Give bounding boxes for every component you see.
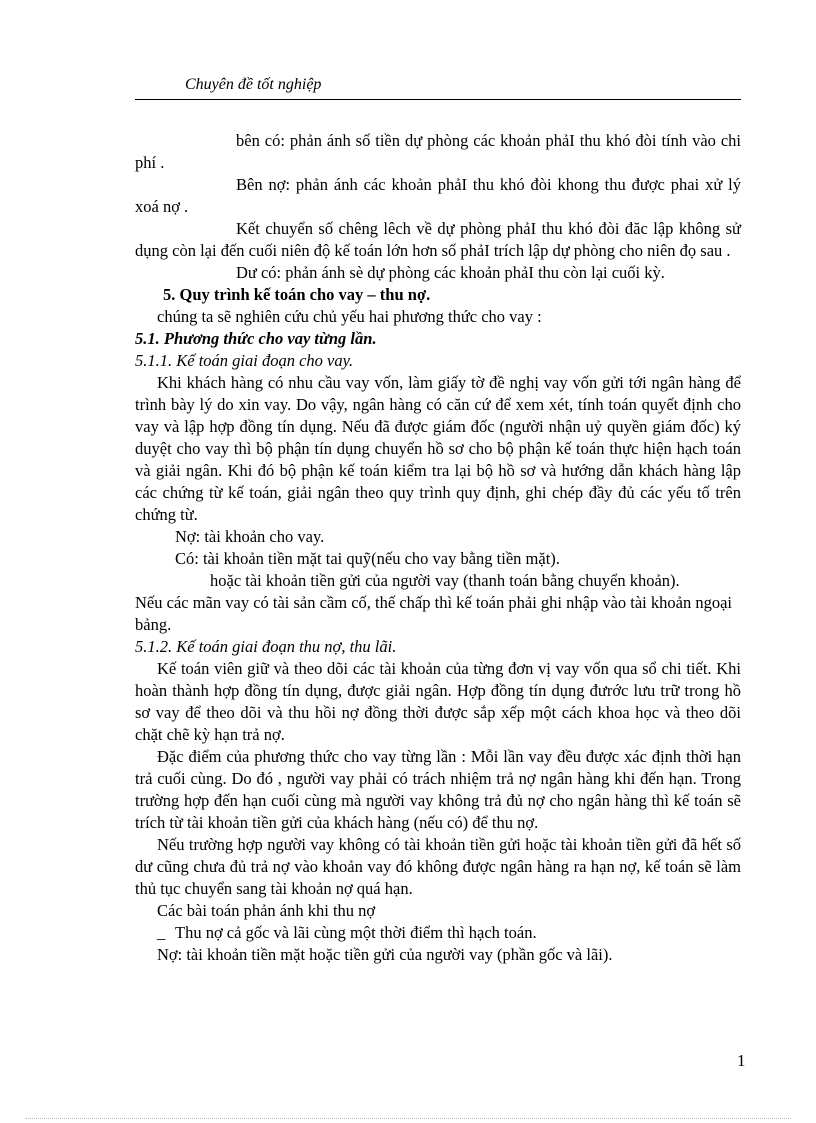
heading-5-1: 5.1. Phương thức cho vay từng lần. [135,329,377,348]
para-cac-bai-toan: Các bài toán phản ánh khi thu nợ [157,901,376,920]
heading-5-1-1: 5.1.1. Kế toán giai đoạn cho vay. [135,351,354,370]
para-co-tk-tien-mat: Có: tài khoản tiền mặt tai quỹ(nếu cho vay bằng tiền mặt). [175,549,560,568]
para-no-tk-cho-vay: Nợ: tài khoản cho vay. [175,527,325,546]
para-truong-hop: Nếu trường hợp người vay không có tài khoản tiền gửi hoặc tài khoản tiền gửi đã hết số dư cũng chưa đủ trả nợ vào khoản vay đó không được ngân hàng ra hạn nợ, kế toán sẽ làm thủ tục chuyển sang tài khoản nợ quá hạn. [135,835,741,898]
para-ben-no: Bên nợ: phản ánh các khoản phảI thu khó đòi khong thu được phai xử lý xoá nợ . [135,175,741,216]
para-hoac-tk-tien-gui: hoặc tài khoản tiền gửi của người vay (thanh toán bằng chuyển khoản). [210,571,680,590]
bullet-text: Thu nợ cả gốc và lãi cùng một thời điểm thì hạch toán. [175,923,537,942]
heading-5-1-2: 5.1.2. Kế toán giai đoạn thu nợ, thu lãi. [135,637,397,656]
para-ket-chuyen: Kết chuyển số chêng lêch về dự phòng phảI thu khó đòi đăc lập không sử dụng còn lại đến cuối niên độ kế toán lớn hơn số phảI trích lập dự phòng cho niên đọ sau . [135,219,741,260]
para-ke-toan-vien: Kế toán viên giữ và theo dõi các tài khoản của từng đơn vị vay vốn qua sổ chi tiết. Khi hoàn thành hợp đồng tín dụng, được giải ngân. Hợp đồng tín dụng đưrớc lưu trữ trong hồ sơ vay để theo dõi và thu hồi nợ đồng thời được sắp xếp một cách khoa học và theo dõi chặt chẽ kỳ hạn trả nợ. [135,659,741,744]
para-cho-vay: Khi khách hàng có nhu cầu vay vốn, làm giấy tờ đề nghị vay vốn gửi tới ngân hàng để trình bày lý do xin vay. Do vậy, ngân hàng có căn cứ để xem xét, tính toán quyết định cho vay và lập hợp đồng tín dụng. Nếu đã được giám đốc (người nhận uỷ quyền giám đốc) ký duyệt cho vay thì bộ phận tín dụng chuyển hồ sơ cho bộ phận kế toán thực hiện hạch toán và giải ngân. Khi đó bộ phận kế toán kiểm tra lại bộ hồ sơ và hướng dẫn khách hàng lập các chứng từ kế toán, giải ngân theo quy trình quy định, ghi chép đầy đủ các yếu tố trên chứng từ. [135,373,741,524]
header-rule [135,99,741,100]
para-no-tien-mat: Nợ: tài khoản tiền mặt hoặc tiền gửi của người vay (phần gốc và lãi). [157,945,613,964]
para-intro: chúng ta sẽ nghiên cứu chủ yếu hai phương thức cho vay : [157,307,542,326]
page-number: 1 [737,1051,746,1070]
bullet-thu-no [135,922,741,944]
para-du-co: Dư có: phản ánh sè dự phòng các khoản phảI thu còn lại cuối kỳ. [236,263,665,282]
para-cam-co: Nếu các mãn vay có tài sản cầm cố, thế chấp thì kế toán phải ghi nhập vào tài khoản ngoại bảng. [135,593,732,634]
para-ben-co: bên có: phản ánh số tiền dự phòng các khoản phảI thu khó đòi tính vào chi phí . [135,131,741,172]
running-header: Chuyên đề tốt nghiệp [185,76,322,93]
bullet-dash: _ [157,923,166,942]
heading-section-5: 5. Quy trình kế toán cho vay – thu nợ. [163,285,431,304]
para-dac-diem: Đặc điểm của phương thức cho vay từng lần : Mỗi lần vay đều được xác định thời hạn trả cuối cùng. Do đó , người vay phải có trách nhiệm trả nợ ngân hàng khi đến hạn. Trong trường hợp đến hạn cuối cùng mà người vay không trả đủ nợ cho ngân hàng thì kế toán sẽ trích từ tài khoản tiền gửi của khách hàng (nếu có) để thu nợ. [135,747,741,832]
page-body [135,130,741,966]
page-bottom-border [25,1118,791,1119]
